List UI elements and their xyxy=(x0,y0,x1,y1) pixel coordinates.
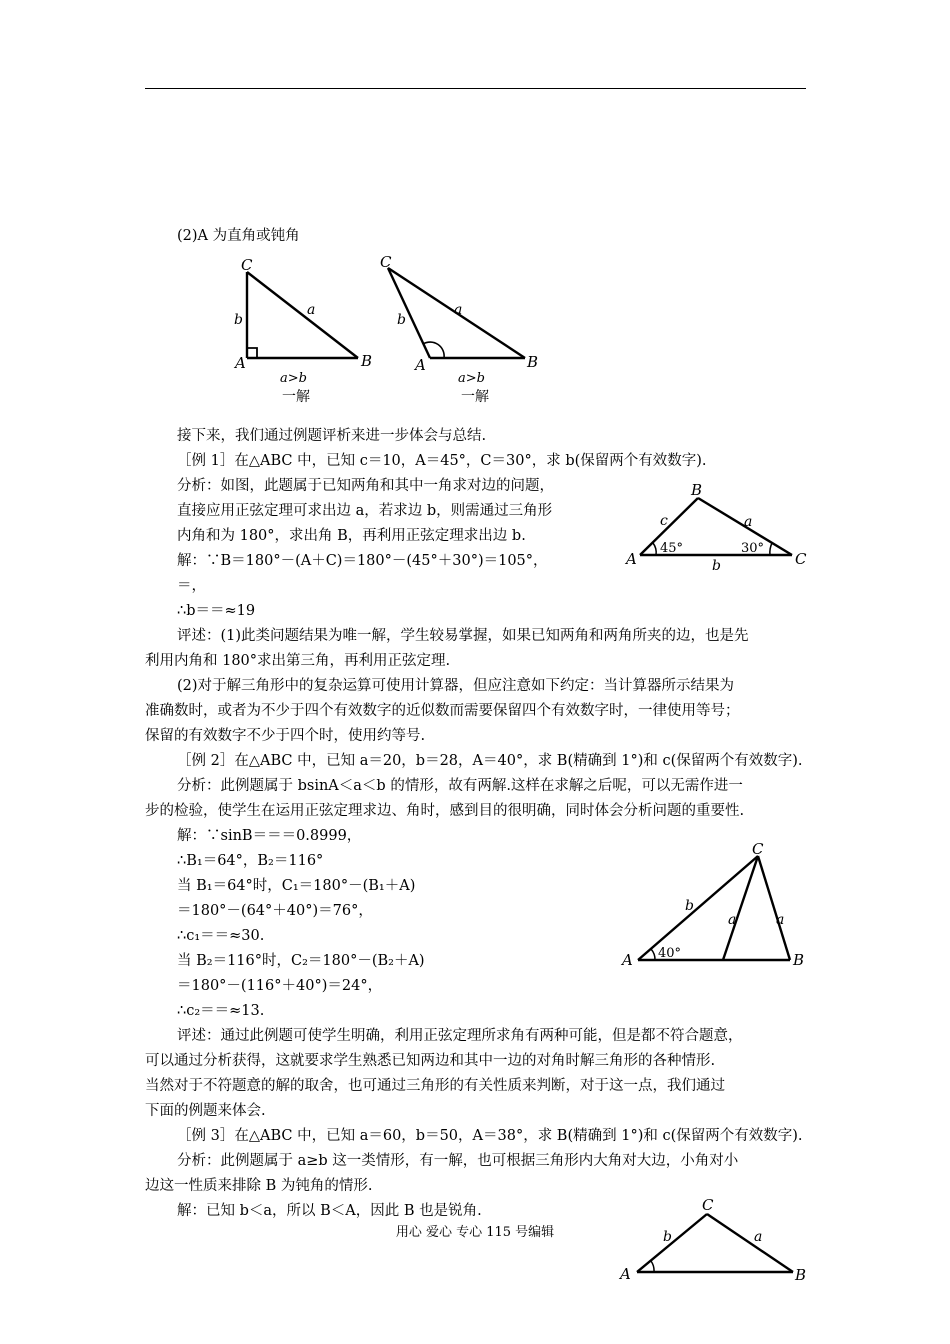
angle-A-label: 45° xyxy=(660,541,684,556)
label-A: A xyxy=(626,550,637,568)
example1-solution: ＝， xyxy=(177,578,206,594)
solution-count: 一解 xyxy=(282,389,310,405)
label-B: B xyxy=(795,1266,807,1284)
label-C: C xyxy=(702,1196,714,1214)
comment1-text: 评述：(1)此类问题结果为唯一解，学生较易掌握，如果已知两角和两角所夹的边，也是先 xyxy=(177,628,749,644)
example3-analysis: 边这一性质来排除 B 为钝角的情形. xyxy=(145,1178,373,1194)
label-B: B xyxy=(527,353,539,371)
example2-solution: 当 B₂＝116°时，C₂＝180°－(B₂＋A) xyxy=(177,953,425,969)
label-a: a xyxy=(454,302,463,318)
label-C: C xyxy=(380,253,392,271)
comment2-text: 当然对于不符题意的解的取舍，也可通过三角形的有关性质来判断，对于这一点，我们通过 xyxy=(145,1078,725,1094)
example2-solution: 当 B₁＝64°时，C₁＝180°－(B₁＋A) xyxy=(177,878,416,894)
label-b: b xyxy=(712,558,721,570)
example2-solution: ＝180°－(64°＋40°)＝76°， xyxy=(177,903,373,919)
example1-analysis: 内角和为 180°，求出角 B，再利用正弦定理求出边 b. xyxy=(177,528,526,544)
angle-A-label: 40° xyxy=(658,946,682,961)
label-b: b xyxy=(234,312,243,328)
example1-solution: ∴b＝＝≈19 xyxy=(177,603,256,619)
example2-solution: ∴c₁＝＝≈30. xyxy=(177,928,265,944)
label-a: a xyxy=(744,514,753,530)
label-b: b xyxy=(663,1229,672,1245)
label-a: a xyxy=(307,302,316,318)
example2-solution: ∴B₁＝64°，B₂＝116° xyxy=(177,853,324,869)
comment2-text: 评述：通过此例题可使学生明确，利用正弦定理所求角有两种可能，但是都不符合题意， xyxy=(177,1028,743,1044)
page-footer: 用心 爱心 专心 115 号编辑 xyxy=(395,1225,555,1240)
comment1-text: 准确数时，或者为不少于四个有效数字的近似数而需要保留四个有效数字时，一律使用等号； xyxy=(145,703,740,719)
example2-solution: ∴c₂＝＝≈13. xyxy=(177,1003,265,1019)
label-c: c xyxy=(660,513,668,529)
label-b: b xyxy=(397,312,406,328)
example1-analysis: 分析：如图，此题属于已知两角和其中一角求对边的问题， xyxy=(177,478,554,494)
comment1-text: 保留的有效数字不少于四个时，使用约等号. xyxy=(145,728,426,744)
label-A: A xyxy=(620,1265,631,1283)
example2-solution: 解：∵sinB＝＝＝0.8999， xyxy=(177,828,362,844)
header-rule xyxy=(145,88,806,89)
example3-title: ［例 3］在△ABC 中，已知 a＝60，b＝50，A＝38°，求 B(精确到 1°)和 c(保留两个有效数字). xyxy=(177,1128,803,1144)
condition: a>b xyxy=(280,371,307,386)
comment1-text: (2)对于解三角形中的复杂运算可使用计算器，但应注意如下约定：当计算器所示结果为 xyxy=(177,678,735,694)
figure-right-obtuse-triangles xyxy=(225,252,555,407)
triangle-right-angle xyxy=(233,256,372,405)
label-B: B xyxy=(793,951,805,969)
angle-C-label: 30° xyxy=(741,541,765,556)
condition: a>b xyxy=(458,371,485,386)
label-b: b xyxy=(685,898,694,914)
example1-solution: 解：∵B＝180°－(A＋C)＝180°－(45°＋30°)＝105°， xyxy=(177,553,548,569)
example2-figure xyxy=(618,838,818,973)
example3-analysis: 分析：此例题属于 a≥b 这一类情形，有一解，也可根据三角形内大角对大边，小角对小 xyxy=(177,1153,739,1169)
example1-analysis: 直接应用正弦定理可求出边 a，若求边 b，则需通过三角形 xyxy=(177,503,553,519)
label-a-short: a xyxy=(728,912,737,928)
intro-text: 接下来，我们通过例题评析来进一步体会与总结. xyxy=(177,428,487,444)
example2-title: ［例 2］在△ABC 中，已知 a＝20，b＝28，A＝40°，求 B(精确到 1°)和 c(保留两个有效数字). xyxy=(177,753,803,769)
label-A: A xyxy=(622,951,633,969)
section-heading: (2)A 为直角或钝角 xyxy=(177,228,300,244)
triangle-obtuse-angle xyxy=(380,253,538,405)
example1-title: ［例 1］在△ABC 中，已知 c＝10，A＝45°，C＝30°，求 b(保留两个有效数字). xyxy=(177,453,707,469)
label-A: A xyxy=(415,356,426,374)
label-A: A xyxy=(235,354,246,372)
example2-analysis: 分析：此例题属于 bsinA＜a＜b 的情形，故有两解.这样在求解之后呢，可以无需作进一 xyxy=(177,778,743,794)
label-a: a xyxy=(754,1229,763,1245)
example2-analysis: 步的检验，使学生在运用正弦定理求边、角时，感到目的很明确，同时体会分析问题的重要性. xyxy=(145,803,745,819)
solution-count: 一解 xyxy=(461,389,489,405)
label-B: B xyxy=(361,352,373,370)
label-C: C xyxy=(795,550,807,568)
comment2-text: 可以通过分析获得，这就要求学生熟悉已知两边和其中一边的对角时解三角形的各种情形. xyxy=(145,1053,716,1069)
label-C: C xyxy=(241,256,253,274)
label-C: C xyxy=(752,840,764,858)
example1-figure xyxy=(620,480,810,570)
example2-solution: ＝180°－(116°＋40°)＝24°， xyxy=(177,978,383,994)
example3-solution: 解：已知 b＜a，所以 B＜A，因此 B 也是锐角. xyxy=(177,1203,482,1219)
comment1-text: 利用内角和 180°求出第三角，再利用正弦定理. xyxy=(145,653,451,669)
comment2-text: 下面的例题来体会. xyxy=(145,1103,266,1119)
label-B: B xyxy=(691,481,703,499)
label-a-long: a xyxy=(776,912,785,928)
